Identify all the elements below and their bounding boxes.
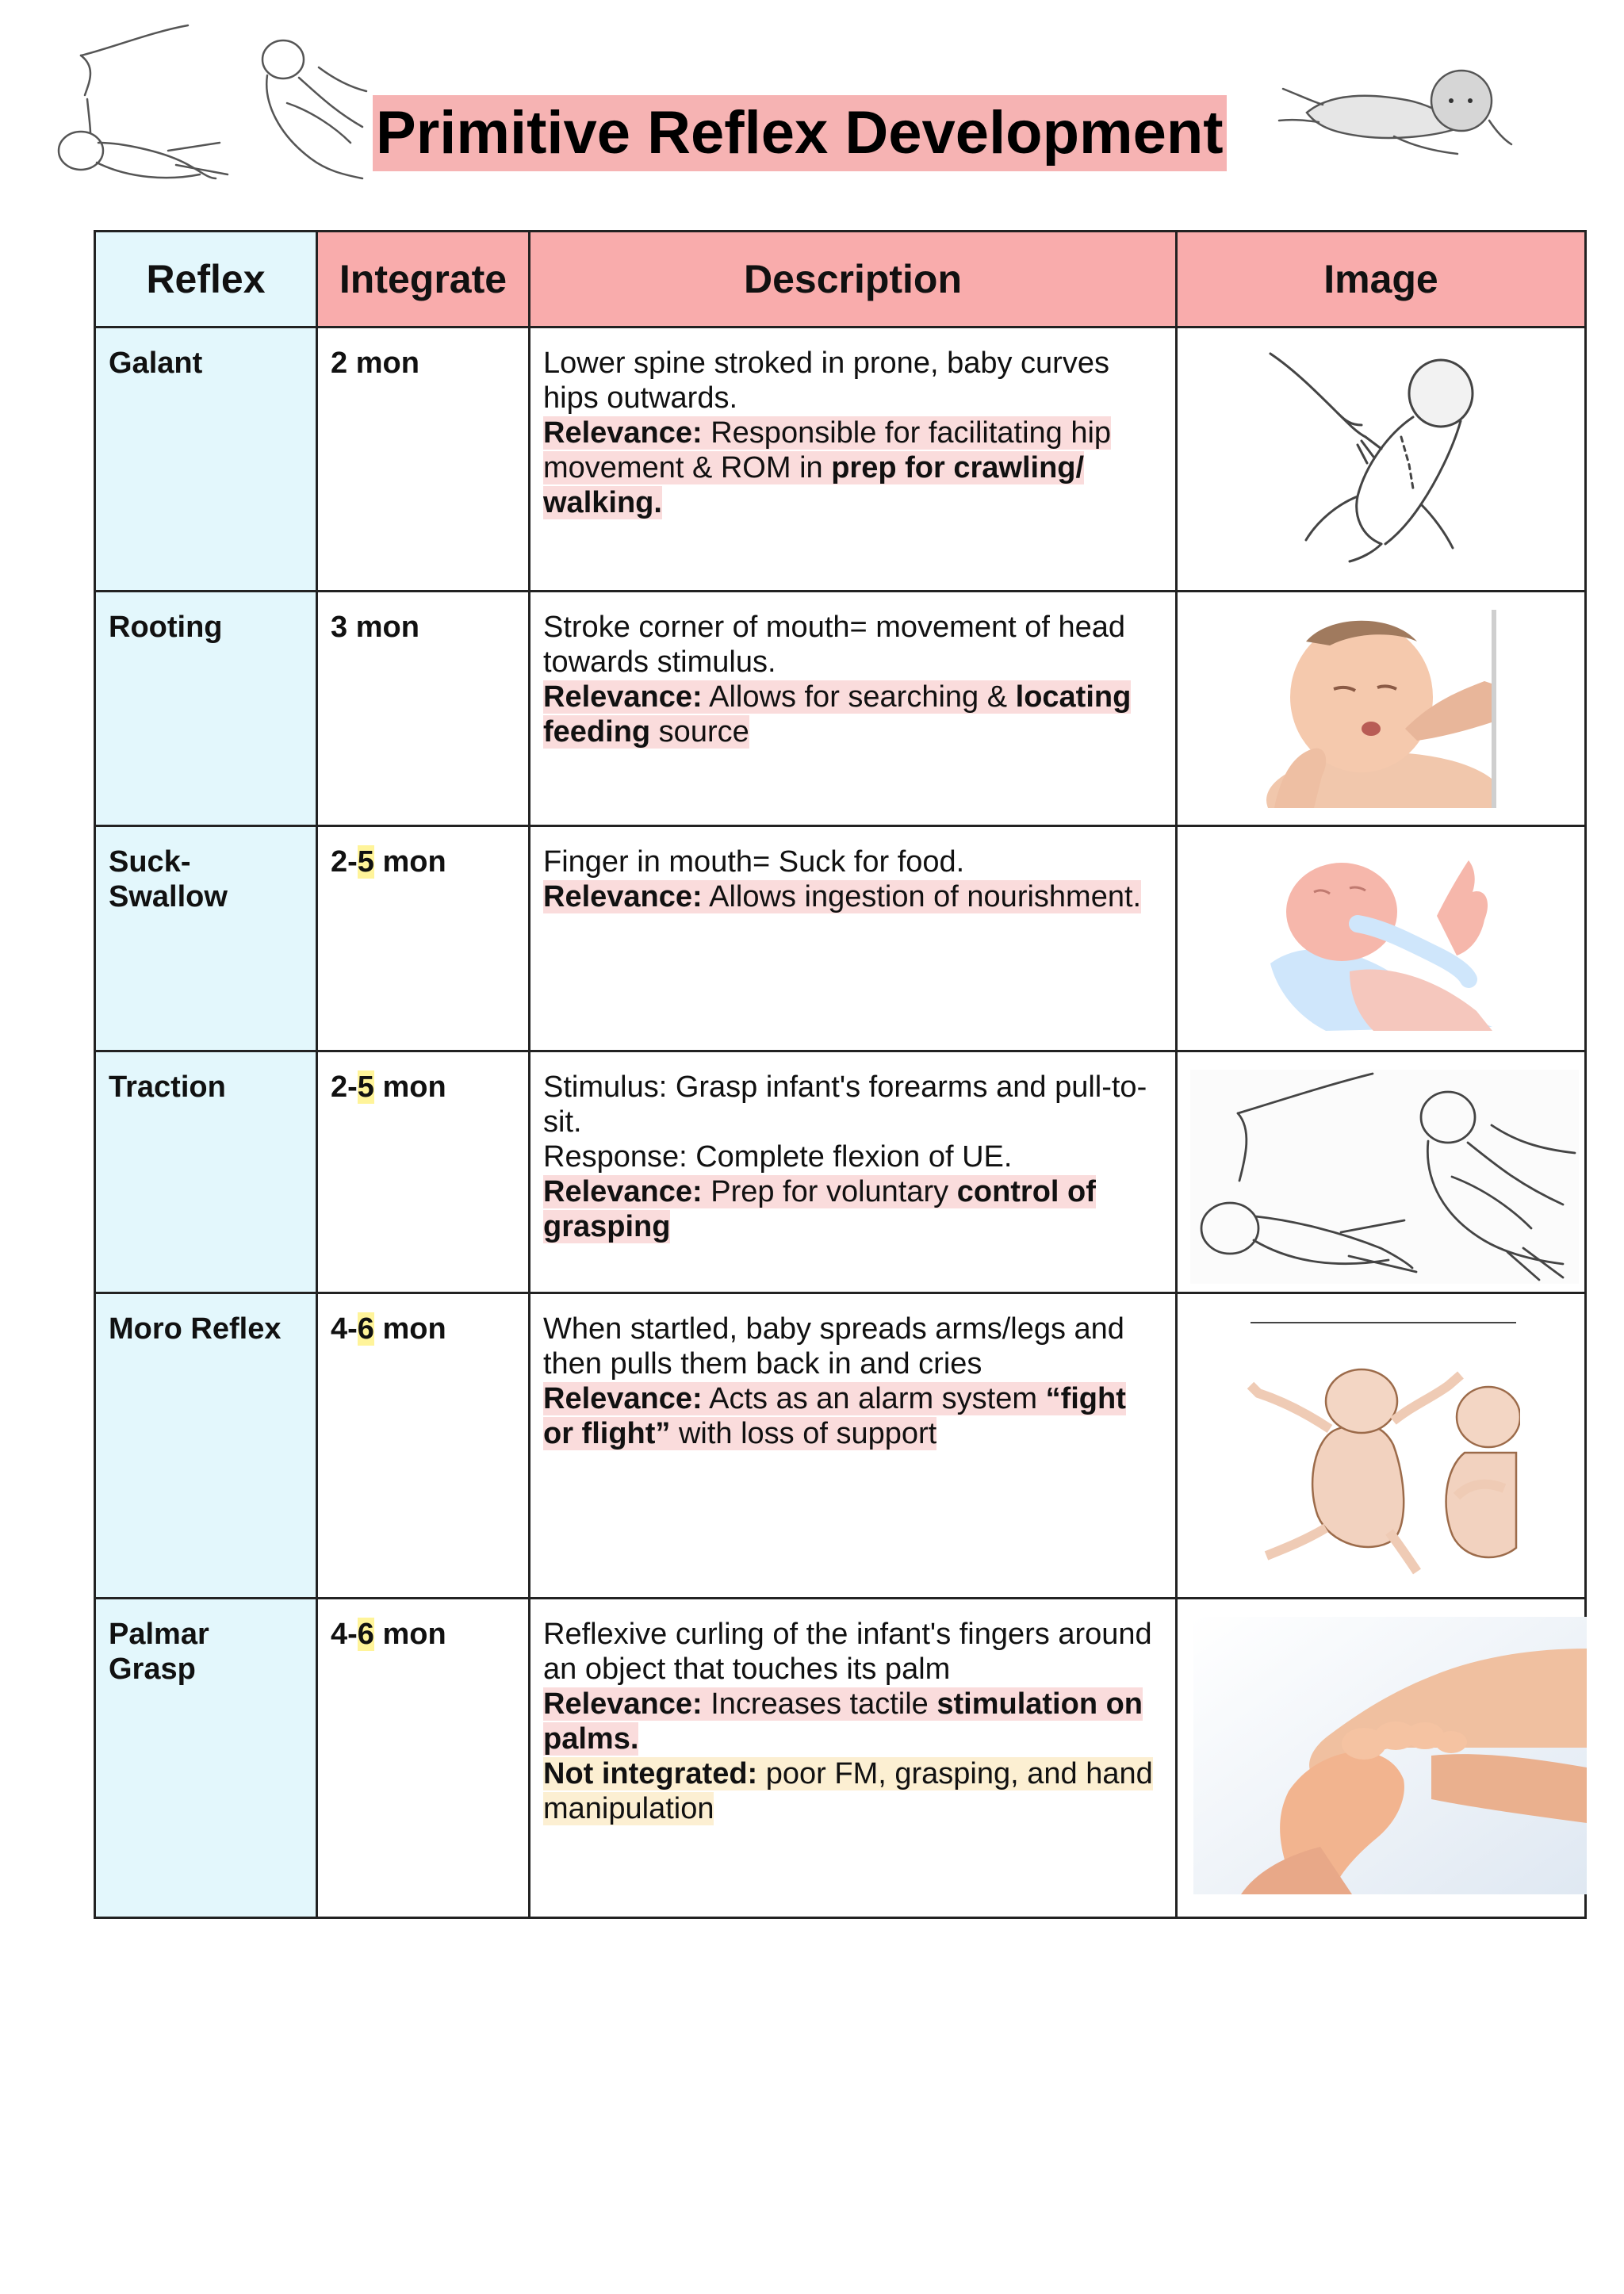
relevance-note: [543, 680, 1131, 749]
integrate-age-prefix: 4-: [331, 1618, 358, 1651]
reflex-name: Galant: [95, 327, 317, 592]
description-text: Stimulus: Grasp infant's forearms and pull-to-sit.: [543, 1070, 1147, 1139]
relevance-emphasis: control of grasping: [543, 1175, 1096, 1243]
table-row: [95, 1599, 1586, 1918]
reflex-name: Rooting: [95, 592, 317, 826]
integrate-age-prefix: 2-: [331, 845, 358, 879]
reflex-image-cell: [1177, 1293, 1586, 1599]
relevance-text: Allows ingestion of nourishment.: [702, 880, 1142, 913]
palmar-grasp-photo: [1193, 1617, 1587, 1894]
integrate-age-suffix: mon: [373, 1618, 446, 1651]
relevance-label: Relevance:: [543, 1382, 703, 1415]
relevance-label: Relevance:: [543, 1687, 703, 1721]
reflex-description: [530, 592, 1177, 826]
description-text: When startled, baby spreads arms/legs and then pulls them back in and cries: [543, 1312, 1124, 1381]
integrate-age: [317, 327, 530, 592]
page-header: [0, 0, 1624, 206]
description-text: Finger in mouth= Suck for food.: [543, 845, 965, 879]
relevance-label: Relevance:: [543, 680, 703, 714]
relevance-text-end: source: [650, 715, 749, 749]
description-text-response: Response: Complete flexion of UE.: [543, 1140, 1013, 1174]
integrate-age-suffix: mon: [373, 1312, 446, 1346]
not-integrated-note: [543, 1757, 1153, 1825]
reflex-image-cell: [1177, 1599, 1586, 1918]
integrate-age-prefix: 2-: [331, 1070, 358, 1104]
reflex-name: Moro Reflex: [95, 1293, 317, 1599]
relevance-text: Allows for searching &: [702, 680, 1016, 714]
integrate-age-suffix: mon: [373, 1070, 446, 1104]
relevance-label: Relevance:: [543, 1175, 703, 1208]
relevance-label: Relevance:: [543, 416, 703, 450]
reflex-name: Traction: [95, 1051, 317, 1293]
reflex-description: [530, 826, 1177, 1051]
reflex-image-cell: [1177, 1051, 1586, 1293]
integrate-age-suffix: mon: [373, 845, 446, 879]
table-row: [95, 1293, 1586, 1599]
relevance-text: Increases tactile: [702, 1687, 937, 1721]
relevance-emphasis: prep for crawling/ walking.: [543, 451, 1085, 519]
description-text: Lower spine stroked in prone, baby curves hips outwards.: [543, 347, 1109, 415]
integrate-age-text: 3 mon: [331, 611, 419, 644]
relevance-emphasis: locating feeding: [543, 680, 1132, 749]
relevance-text: Responsible for facilitating hip movement & ROM in: [543, 416, 1112, 484]
integrate-age-highlight: 5: [357, 845, 374, 879]
reflex-description: [530, 1599, 1177, 1918]
not-integrated-text: poor FM, grasping, and hand manipulation: [543, 1757, 1153, 1825]
column-header-description: Description: [530, 232, 1177, 327]
integrate-age-text: 2 mon: [331, 347, 419, 380]
relevance-note: [543, 416, 1111, 519]
integrate-age-highlight: 6: [357, 1618, 374, 1651]
relevance-note: [543, 1382, 1126, 1450]
reflex-description: [530, 327, 1177, 592]
traction-header-illustration: [49, 24, 370, 182]
reflex-image-cell: [1177, 826, 1586, 1051]
integrate-age-highlight: 6: [357, 1312, 374, 1346]
galant-illustration: [1262, 346, 1500, 568]
reflex-image-cell: [1177, 327, 1586, 592]
rooting-photo: [1266, 610, 1496, 808]
table-row: [95, 1051, 1586, 1293]
relevance-note: [543, 880, 1141, 913]
integrate-age-highlight: 5: [357, 1070, 374, 1104]
integrate-age: [317, 1599, 530, 1918]
description-text: Stroke corner of mouth= movement of head towards stimulus.: [543, 611, 1126, 679]
suck-swallow-illustration: [1254, 844, 1508, 1035]
reflex-name: Suck-Swallow: [95, 826, 317, 1051]
reflex-description: [530, 1051, 1177, 1293]
reflex-table: [94, 230, 1587, 1919]
moro-illustration: [1243, 1318, 1520, 1580]
table-row: [95, 592, 1586, 826]
relevance-text: Prep for voluntary: [702, 1175, 957, 1208]
table-row: [95, 826, 1586, 1051]
column-header-reflex: Reflex: [95, 232, 317, 327]
relevance-emphasis: stimulation on palms.: [543, 1687, 1143, 1756]
traction-illustration: [1190, 1070, 1579, 1284]
integrate-age: [317, 592, 530, 826]
relevance-emphasis: “fight or flight”: [543, 1382, 1126, 1450]
column-header-image: Image: [1177, 232, 1586, 327]
table-header-row: [95, 232, 1586, 327]
infant-header-illustration: [1275, 57, 1513, 160]
integrate-age: [317, 826, 530, 1051]
integrate-age-prefix: 4-: [331, 1312, 358, 1346]
reflex-description: [530, 1293, 1177, 1599]
integrate-age: [317, 1051, 530, 1293]
relevance-text: Acts as an alarm system: [702, 1382, 1046, 1415]
reflex-image-cell: [1177, 592, 1586, 826]
table-row: [95, 327, 1586, 592]
not-integrated-label: Not integrated:: [543, 1757, 758, 1790]
page-title: Primitive Reflex Development: [373, 95, 1227, 171]
relevance-note: [543, 1175, 1096, 1243]
description-text: Reflexive curling of the infant's fingers around an object that touches its palm: [543, 1618, 1152, 1686]
relevance-label: Relevance:: [543, 880, 703, 913]
reflex-name: Palmar Grasp: [95, 1599, 317, 1918]
relevance-text-end: with loss of support: [670, 1417, 937, 1450]
relevance-note: [543, 1687, 1143, 1756]
column-header-integrate: Integrate: [317, 232, 530, 327]
integrate-age: [317, 1293, 530, 1599]
